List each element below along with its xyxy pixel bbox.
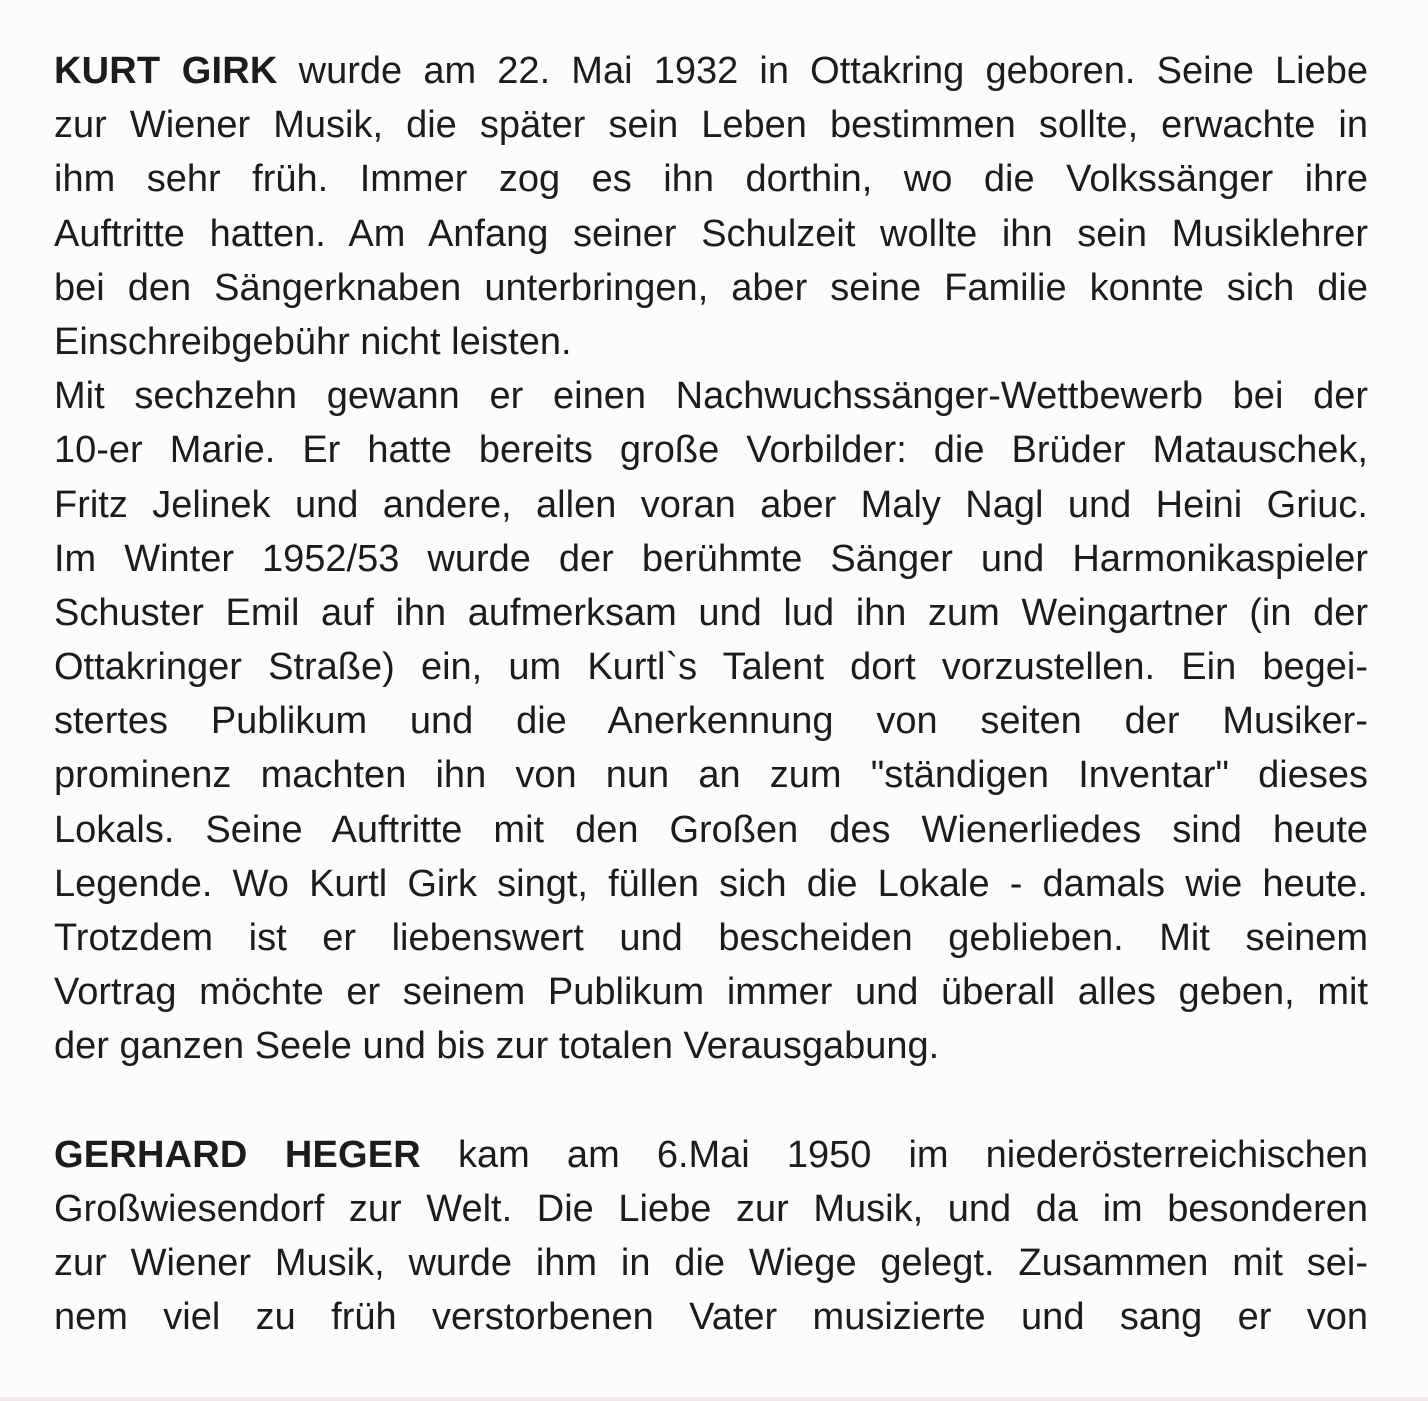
text-line: Trotzdem ist er liebenswert und bescheiden geblieben. Mit seinem (54, 917, 1368, 959)
text-line: stertes Publikum und die Anerkennung von seiten der Musiker- (54, 700, 1368, 743)
text-line: Einschreibgebühr nicht leisten. (54, 320, 572, 363)
text-line: Auftritte hatten. Am Anfang seiner Schulzeit wollte ihn sein Musiklehrer (54, 212, 1368, 255)
text-line: Lokals. Seine Auftritte mit den Großen des Wienerliedes sind heute (54, 808, 1368, 851)
text-line: der ganzen Seele und bis zur totalen Verausgabung. (54, 1025, 940, 1068)
artist-name-gerhard-heger: GERHARD HEGER (54, 1133, 421, 1176)
paragraph-kurt-girk (54, 44, 1368, 1074)
text-line: KURT GIRK wurde am 22. Mai 1932 in Ottakring geboren. Seine Liebe (54, 50, 1368, 92)
text-line: zur Wiener Musik, die später sein Leben bestimmen sollte, erwachte in (54, 104, 1368, 147)
paragraph-spacer (54, 1074, 1368, 1128)
text-line: Vortrag möchte er seinem Publikum immer und überall alles geben, mit (54, 971, 1368, 1014)
paragraph-gerhard-heger (54, 1128, 1368, 1345)
text-line: Schuster Emil auf ihn aufmerksam und lud ihn zum Weingartner (in der (54, 591, 1368, 634)
text-line: bei den Sängerknaben unterbringen, aber seine Familie konnte sich die (54, 266, 1368, 309)
text-line: Ottakringer Straße) ein, um Kurtl`s Talent dort vorzustellen. Ein begei- (54, 646, 1368, 689)
text-line: Im Winter 1952/53 wurde der berühmte Sänger und Harmonikaspieler (54, 537, 1368, 580)
biography-text (54, 44, 1368, 1344)
text-line: zur Wiener Musik, wurde ihm in die Wiege gelegt. Zusammen mit sei- (54, 1241, 1368, 1284)
text-line: nem viel zu früh verstorbenen Vater musizierte und sang er von (54, 1296, 1368, 1339)
text-line: ihm sehr früh. Immer zog es ihn dorthin, wo die Volkssänger ihre (54, 158, 1368, 201)
artist-name-kurt-girk: KURT GIRK (54, 50, 278, 92)
text-line: 10-er Marie. Er hatte bereits große Vorbilder: die Brüder Matauschek, (54, 429, 1368, 472)
text-line: Fritz Jelinek und andere, allen voran aber Maly Nagl und Heini Griuc. (54, 483, 1368, 526)
text-line: GERHARD HEGER kam am 6.Mai 1950 im niederösterreichischen (54, 1133, 1368, 1176)
text-line: prominenz machten ihn von nun an zum "ständigen Inventar" dieses (54, 754, 1368, 797)
page-bottom-edge (0, 1397, 1428, 1401)
text-line: Legende. Wo Kurtl Girk singt, füllen sich die Lokale - damals wie heute. (54, 862, 1368, 905)
text-line: Mit sechzehn gewann er einen Nachwuchssänger-Wettbewerb bei der (54, 375, 1368, 418)
text-line: Großwiesendorf zur Welt. Die Liebe zur Musik, und da im besonderen (54, 1187, 1368, 1230)
